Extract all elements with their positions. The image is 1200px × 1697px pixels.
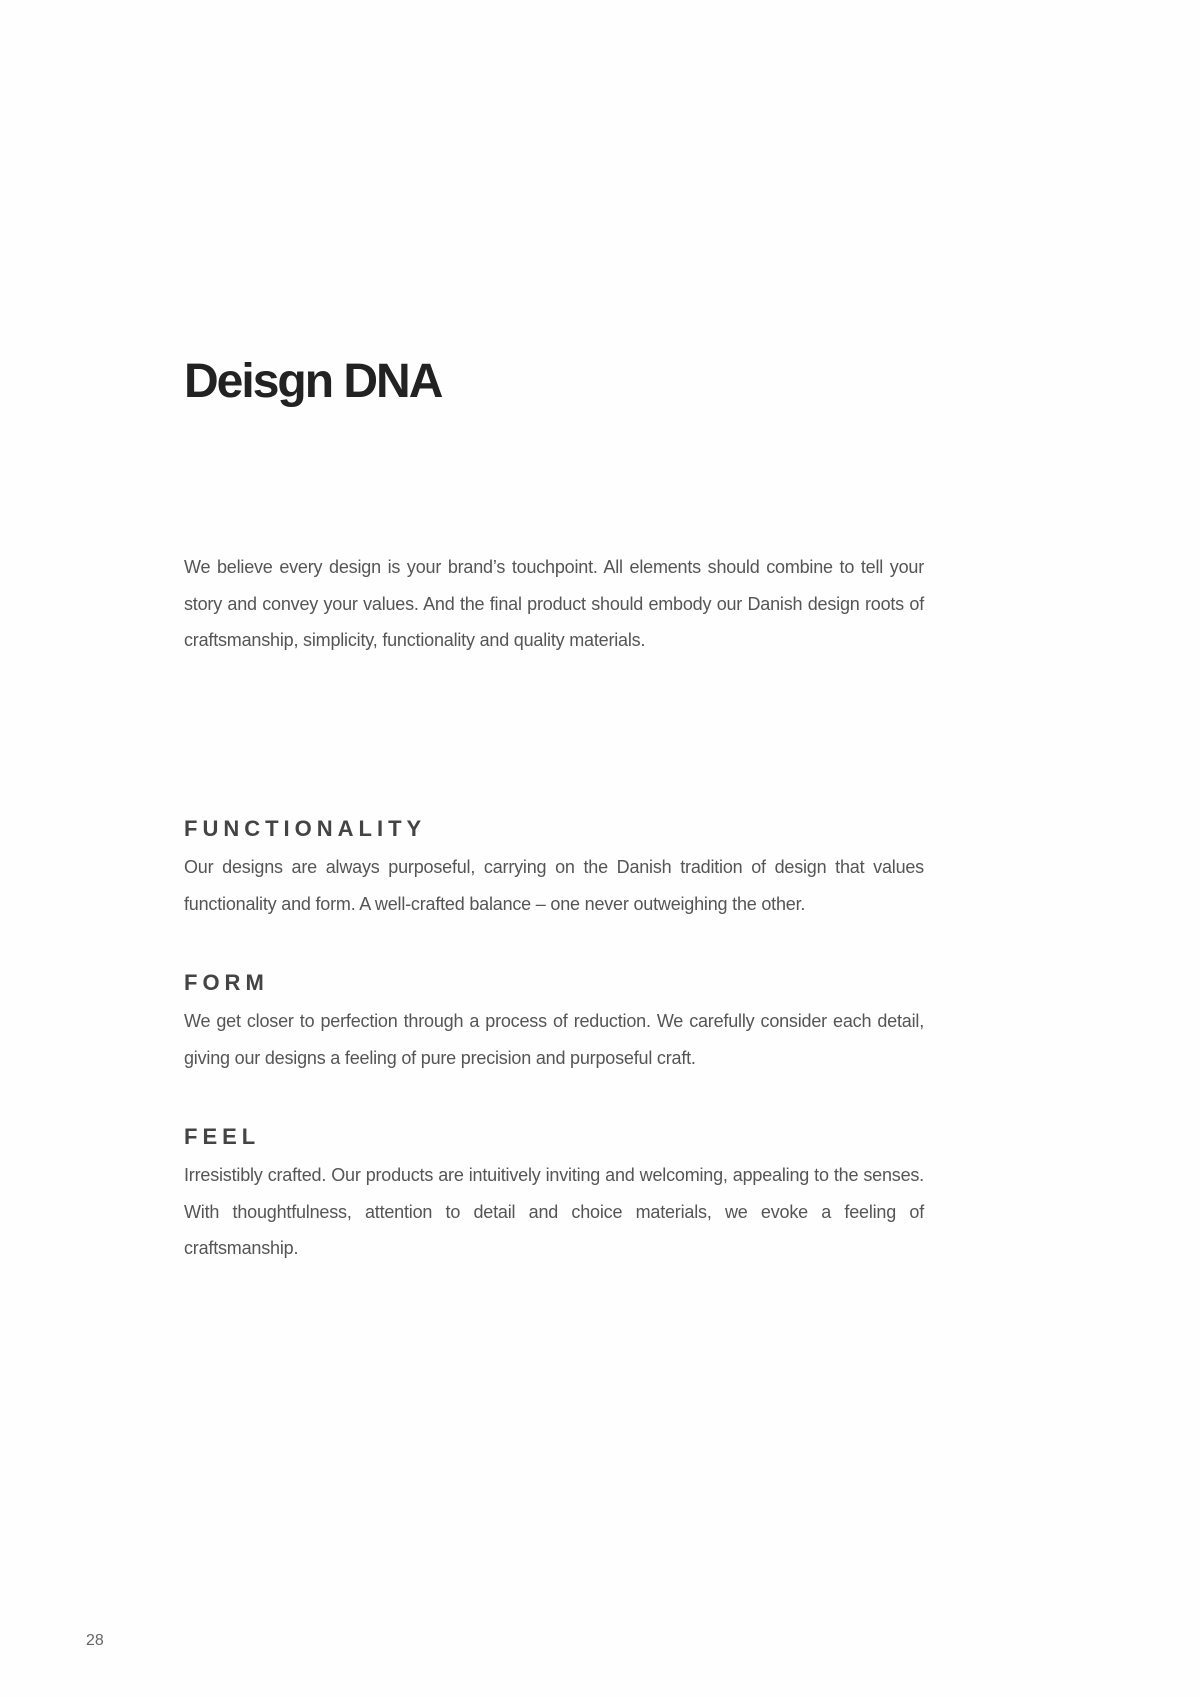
section-form <box>184 969 924 1076</box>
section-feel <box>184 1123 924 1267</box>
section-heading-feel: FEEL <box>184 1124 261 1149</box>
section-heading-functionality: FUNCTIONALITY <box>184 816 427 841</box>
section-body-functionality: Our designs are always purposeful, carrying on the Danish tradition of design that values functionality and form. A well-crafted balance – one never outweighing the other. <box>184 857 924 914</box>
intro-paragraph: We believe every design is your brand’s touchpoint. All elements should combine to tell your story and convey your values. And the final product should embody our Danish design roots of craftsmanship, simplicity, functionality and quality materials. <box>184 557 924 650</box>
page-number: 28 <box>86 1632 104 1649</box>
page-title: Deisgn DNA <box>184 355 442 408</box>
section-body-form: We get closer to perfection through a process of reduction. We carefully consider each detail, giving our designs a feeling of pure precision and purposeful craft. <box>184 1011 924 1068</box>
section-functionality <box>184 815 924 922</box>
section-heading-form: FORM <box>184 970 269 995</box>
section-body-feel: Irresistibly crafted. Our products are intuitively inviting and welcoming, appealing to the senses. With thoughtfulness, attention to detail and choice materials, we evoke a feeling of craftsmanship. <box>184 1165 924 1258</box>
